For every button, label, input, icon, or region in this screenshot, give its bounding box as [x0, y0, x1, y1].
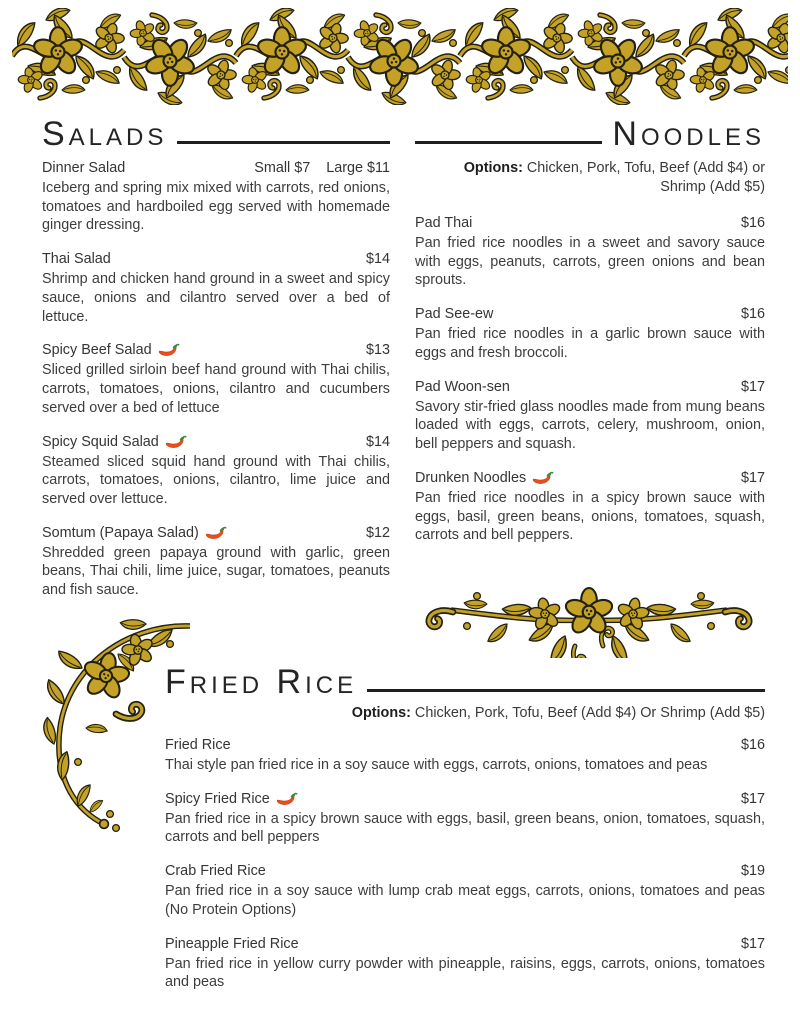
item-price: $14 [365, 251, 390, 268]
section-header [415, 116, 765, 152]
menu-item-head [42, 341, 390, 360]
menu-item-head [42, 524, 390, 543]
menu-item-head [415, 214, 765, 233]
section-title: Salads [42, 115, 168, 153]
item-description: Pan fried rice noodles in a spicy brown sauce with eggs, basil, green beans, onions, tomatoes, squash, carrots and bell peppers. [415, 489, 765, 544]
menu-item-head [415, 305, 765, 324]
chili-icon [532, 471, 554, 486]
item-description: Thai style pan fried rice in a soy sauce with eggs, carrots, onions, tomatoes and peas [165, 757, 708, 774]
item-name: Spicy Squid Salad [42, 433, 159, 450]
options-text: Chicken, Pork, Tofu, Beef (Add $4) or Shrimp (Add $5) [522, 160, 765, 196]
chili-icon [205, 526, 227, 541]
item-price: $17 [740, 469, 765, 486]
item-price: $14 [365, 433, 390, 450]
menu-item [165, 736, 765, 775]
menu-item-head [42, 433, 390, 452]
item-description: Iceberg and spring mix mixed with carrots, red onions, tomatoes and hardboiled egg served with homemade ginger dressing. [42, 180, 390, 234]
item-description: Shrimp and chicken hand ground in a sweet and spicy sauce, onions and cilantro served over a bed of lettuce. [42, 271, 390, 325]
menu-item-head [165, 790, 765, 809]
menu-item-head [415, 469, 765, 488]
item-description: Pan fried rice in a spicy brown sauce with eggs, basil, green beans, onion, tomatoes, squash, carrots and bell peppers [165, 810, 765, 846]
options-label: Options: [351, 705, 411, 721]
item-name: Pad See-ew [415, 306, 494, 323]
header-rule [177, 141, 390, 144]
menu-item [415, 469, 765, 545]
item-price: $16 [740, 215, 765, 232]
menu-item [415, 214, 765, 290]
item-price: $17 [740, 378, 765, 395]
item-name: Drunken Noodles [415, 469, 527, 486]
item-price: $19 [740, 863, 765, 880]
menu-item [42, 341, 390, 417]
item-description: Pan fried rice noodles in a sweet and savory sauce with eggs, peanuts, carrots, green onions and bean sprouts. [415, 235, 765, 289]
section-noodles [415, 116, 765, 560]
item-list [42, 159, 390, 600]
item-price: $16 [740, 737, 765, 754]
menu-item [42, 159, 390, 235]
item-price: $17 [740, 935, 765, 952]
item-price: Small $7 Large $11 [254, 160, 390, 176]
item-name: Spicy Fried Rice [165, 790, 270, 807]
item-price: $17 [740, 790, 765, 807]
section-header [42, 116, 390, 152]
menu-item [165, 862, 765, 919]
item-name: Dinner Salad [42, 160, 126, 176]
section-options [165, 704, 765, 723]
floral-border-top-icon [12, 8, 788, 105]
menu-item [42, 250, 390, 326]
item-name: Somtum (Papaya Salad) [42, 524, 199, 541]
item-description: Pan fried rice noodles in a garlic brown sauce with eggs and fresh broccoli. [415, 326, 765, 361]
menu-item [165, 935, 765, 992]
chili-icon [165, 435, 187, 450]
item-description: Pan fried rice in a soy sauce with lump crab meat eggs, carrots, onions, tomatoes and peas (No Protein Options) [165, 883, 765, 918]
menu-item-head [165, 736, 765, 755]
item-name: Fried Rice [165, 737, 231, 754]
item-name: Pineapple Fried Rice [165, 935, 299, 952]
menu-item-head [165, 935, 765, 954]
item-description: Sliced grilled sirloin beef hand ground with Thai chilis, carrots, tomatoes, onions, cilantro and cucumbers served over a bed of lettuce [42, 362, 390, 416]
header-rule [415, 141, 602, 144]
options-text: Chicken, Pork, Tofu, Beef (Add $4) Or Shrimp (Add $5) [410, 705, 765, 721]
options-label: Options: [463, 160, 523, 176]
item-description: Pan fried rice in yellow curry powder with pineapple, raisins, eggs, carrots, onions, tomatoes and peas [165, 955, 765, 991]
item-list [415, 214, 765, 545]
item-name: Spicy Beef Salad [42, 342, 152, 359]
section-fried-rice [165, 664, 765, 1007]
menu-item-head [42, 250, 390, 269]
item-price: $16 [740, 306, 765, 323]
menu-item-head [415, 378, 765, 397]
item-name: Thai Salad [42, 251, 111, 268]
section-title: Noodles [612, 115, 765, 153]
section-title: Fried Rice [165, 663, 358, 701]
header-rule [367, 689, 765, 692]
item-name: Pad Woon-sen [415, 378, 510, 395]
menu-item [415, 305, 765, 362]
menu-item [42, 524, 390, 600]
item-price: $12 [365, 524, 390, 541]
menu-item [165, 790, 765, 847]
chili-icon [276, 792, 298, 807]
menu-item [42, 433, 390, 509]
item-name: Crab Fried Rice [165, 863, 266, 880]
floral-divider-icon [403, 580, 775, 658]
menu-item-head [42, 159, 390, 178]
item-description: Shredded green papaya ground with garlic, green beans, Thai chili, lime juice, sugar, tomatoes, peanuts and fish sauce. [42, 544, 390, 599]
chili-icon [158, 343, 180, 358]
menu-item-head [165, 862, 765, 881]
menu-item [415, 378, 765, 454]
section-options [415, 159, 765, 197]
item-list [165, 736, 765, 992]
section-header [165, 664, 765, 700]
section-salads [42, 116, 390, 615]
item-description: Steamed sliced squid hand ground with Thai chilis, carrots, tomatoes, onions, cilantro, lime juice and served over lettuce. [42, 453, 390, 507]
item-description: Savory stir-fried glass noodles made from mung beans loaded with eggs, carrots, celery, mushroom, onion, bell peppers and squash. [415, 398, 765, 453]
item-price: $13 [365, 342, 390, 359]
item-name: Pad Thai [415, 215, 473, 232]
